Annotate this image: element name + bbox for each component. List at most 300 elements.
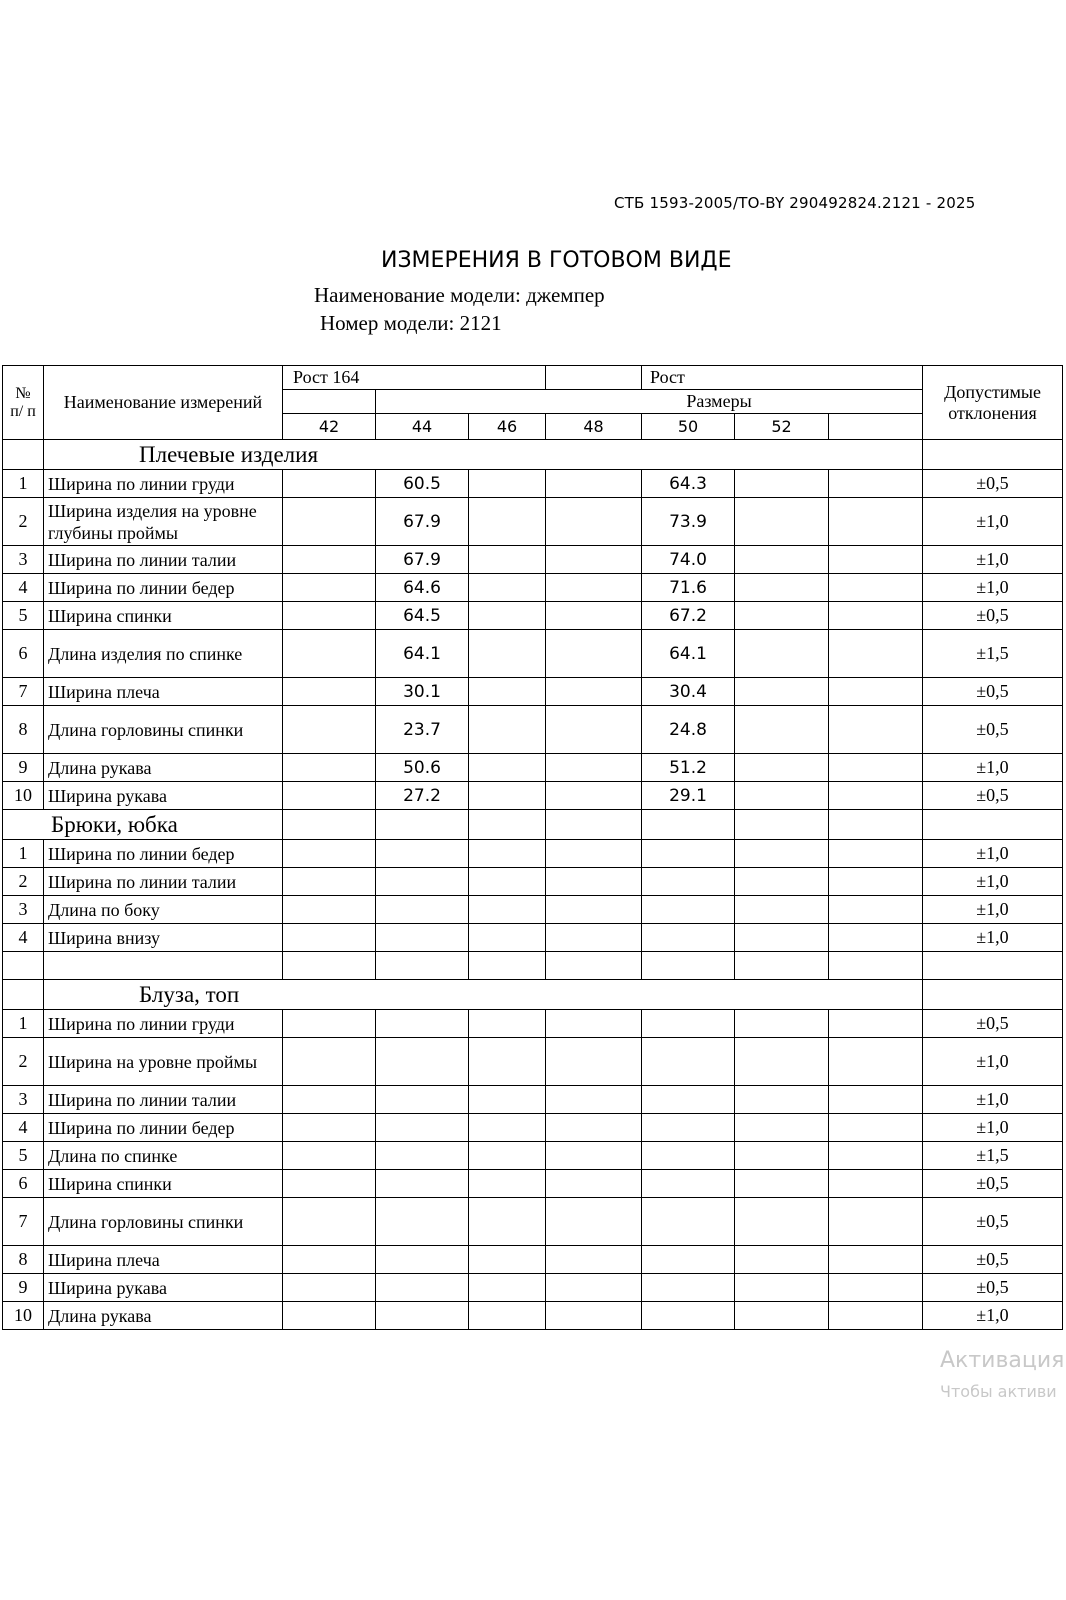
value-cell [546,1170,642,1198]
row-number: 2 [3,868,44,896]
table-row [3,868,1063,896]
value-cell [469,678,546,706]
value-cell [469,754,546,782]
measurement-name: Ширина плеча [44,1246,283,1274]
value-cell [283,706,376,754]
value-cell [469,868,546,896]
value-cell [283,1246,376,1274]
value-cell [376,868,469,896]
value-cell [829,498,923,546]
section-row [3,980,1063,1010]
value-cell [546,1114,642,1142]
value-cell [735,546,829,574]
value-cell [546,754,642,782]
value-cell [546,1302,642,1330]
tolerance-value: ±1,0 [923,868,1063,896]
value-cell [642,896,735,924]
value-cell [283,896,376,924]
tolerance-value: ±0,5 [923,470,1063,498]
empty-cell [829,810,923,840]
row-number: 2 [3,1038,44,1086]
measurement-name: Длина рукава [44,754,283,782]
value-cell [469,630,546,678]
value-cell [829,470,923,498]
value-cell [735,754,829,782]
value-cell [283,1142,376,1170]
value-cell [735,1198,829,1246]
empty-cell [546,952,642,980]
table-row [3,602,1063,630]
table-row [3,924,1063,952]
value-cell [283,630,376,678]
measurement-name: Длина по боку [44,896,283,924]
value-cell: 67.9 [376,498,469,546]
value-cell [469,602,546,630]
header-blank [283,390,376,414]
row-number: 10 [3,782,44,810]
row-number: 1 [3,840,44,868]
table-row [3,470,1063,498]
watermark-activation: Активация [940,1348,1065,1373]
value-cell [546,678,642,706]
section-row [3,810,1063,840]
value-cell [829,1198,923,1246]
tolerance-value: ±1,5 [923,630,1063,678]
tolerance-value: ±0,5 [923,1170,1063,1198]
value-cell [469,1198,546,1246]
value-cell: 64.6 [376,574,469,602]
row-number: 3 [3,896,44,924]
tolerance-value: ±0,5 [923,782,1063,810]
value-cell [642,840,735,868]
value-cell: 30.1 [376,678,469,706]
empty-cell [642,952,735,980]
value-cell [283,840,376,868]
value-cell [376,1010,469,1038]
value-cell [829,1274,923,1302]
header-sizes: Размеры [376,390,1063,414]
value-cell [469,1114,546,1142]
value-cell [546,1038,642,1086]
value-cell [642,1246,735,1274]
value-cell: 71.6 [642,574,735,602]
measurement-name: Ширина по линии талии [44,868,283,896]
table-row [3,546,1063,574]
empty-cell [376,952,469,980]
tolerance-value: ±1,0 [923,574,1063,602]
header-tolerance: Допустимые отклонения [923,366,1063,440]
empty-cell [923,980,1063,1010]
measurement-name: Ширина по линии бедер [44,840,283,868]
value-cell [546,546,642,574]
measurement-name: Ширина по линии талии [44,546,283,574]
value-cell [283,782,376,810]
value-cell: 50.6 [376,754,469,782]
value-cell: 64.3 [642,470,735,498]
measurement-name: Длина по спинке [44,1142,283,1170]
value-cell [642,1302,735,1330]
value-cell [546,574,642,602]
tolerance-value: ±1,0 [923,840,1063,868]
value-cell: 24.8 [642,706,735,754]
value-cell [829,630,923,678]
row-number: 1 [3,470,44,498]
value-cell [469,1302,546,1330]
tolerance-value: ±1,0 [923,896,1063,924]
value-cell [829,754,923,782]
value-cell [546,1246,642,1274]
empty-cell [283,952,376,980]
table-row [3,1274,1063,1302]
table-row [3,630,1063,678]
value-cell [283,1302,376,1330]
value-cell [735,498,829,546]
table-row [3,678,1063,706]
value-cell [469,1142,546,1170]
value-cell [283,1038,376,1086]
value-cell [283,602,376,630]
tolerance-value: ±1,5 [923,1142,1063,1170]
section-title: Плечевые изделия [44,440,923,470]
value-cell [546,868,642,896]
empty-cell [3,980,44,1010]
value-cell [642,1198,735,1246]
row-number: 8 [3,706,44,754]
empty-cell [829,952,923,980]
empty-cell [735,952,829,980]
value-cell [829,1010,923,1038]
measurement-name: Ширина изделия на уровне глубины проймы [44,498,283,546]
value-cell [735,1170,829,1198]
value-cell [283,678,376,706]
measurement-name: Длина рукава [44,1302,283,1330]
value-cell: 67.2 [642,602,735,630]
standard-code: СТБ 1593-2005/ТО-BY 290492824.2121 - 2025 [614,194,976,212]
row-number: 4 [3,924,44,952]
row-number: 5 [3,602,44,630]
value-cell [283,1170,376,1198]
tolerance-value: ±1,0 [923,1114,1063,1142]
value-cell: 23.7 [376,706,469,754]
value-cell [469,706,546,754]
row-number: 3 [3,1086,44,1114]
value-cell [829,1246,923,1274]
measurement-name: Ширина рукава [44,1274,283,1302]
value-cell [829,782,923,810]
model-number: Номер модели: 2121 [320,311,502,335]
value-cell [642,1086,735,1114]
value-cell: 27.2 [376,782,469,810]
section-row [3,440,1063,470]
value-cell [735,1246,829,1274]
table-row [3,1086,1063,1114]
value-cell [735,630,829,678]
value-cell [829,546,923,574]
value-cell [546,782,642,810]
value-cell [469,470,546,498]
empty-cell [44,952,283,980]
table-row [3,1038,1063,1086]
measurement-name: Ширина по линии бедер [44,574,283,602]
tolerance-value: ±1,0 [923,754,1063,782]
value-cell [829,1302,923,1330]
row-number: 9 [3,1274,44,1302]
value-cell: 64.1 [376,630,469,678]
value-cell [735,1010,829,1038]
size-46: 46 [469,414,546,440]
size-50: 50 [642,414,735,440]
value-cell [735,1086,829,1114]
document-title: ИЗМЕРЕНИЯ В ГОТОВОМ ВИДЕ [381,248,732,273]
value-cell [642,868,735,896]
empty-cell [923,440,1063,470]
table-row [3,1198,1063,1246]
empty-cell [923,952,1063,980]
header-number: № п/ п [3,366,44,440]
value-cell [642,1010,735,1038]
value-cell [735,868,829,896]
value-cell [546,1086,642,1114]
value-cell: 30.4 [642,678,735,706]
header-measurement-name: Наименование измерений [44,366,283,440]
value-cell: 29.1 [642,782,735,810]
table-row [3,498,1063,546]
value-cell [735,924,829,952]
measurement-name: Ширина спинки [44,602,283,630]
watermark-activation-hint: Чтобы активи [940,1382,1057,1401]
value-cell [642,1142,735,1170]
value-cell [283,1114,376,1142]
tolerance-value: ±1,0 [923,546,1063,574]
value-cell [735,706,829,754]
table-row [3,1302,1063,1330]
value-cell [735,840,829,868]
size-44: 44 [376,414,469,440]
value-cell [735,602,829,630]
table-row [3,1114,1063,1142]
value-cell [829,1086,923,1114]
value-cell [376,1198,469,1246]
measurement-name: Ширина спинки [44,1170,283,1198]
value-cell [376,1142,469,1170]
section-title: Брюки, юбка [3,810,283,840]
empty-cell [642,810,735,840]
size-52: 52 [735,414,829,440]
value-cell: 67.9 [376,546,469,574]
value-cell [735,470,829,498]
value-cell [546,706,642,754]
value-cell: 73.9 [642,498,735,546]
row-number: 5 [3,1142,44,1170]
tolerance-value: ±1,0 [923,1038,1063,1086]
value-cell [469,1170,546,1198]
value-cell [735,782,829,810]
value-cell [546,1274,642,1302]
value-cell [376,1038,469,1086]
table-row [3,754,1063,782]
size-blank [829,414,923,440]
table-row [3,840,1063,868]
tolerance-value: ±0,5 [923,706,1063,754]
row-number: 10 [3,1302,44,1330]
value-cell [735,1142,829,1170]
value-cell [546,924,642,952]
tolerance-value: ±1,0 [923,924,1063,952]
value-cell [829,1114,923,1142]
value-cell: 64.1 [642,630,735,678]
table-row [3,1142,1063,1170]
section-title: Блуза, топ [44,980,923,1010]
empty-cell [283,810,376,840]
value-cell [376,840,469,868]
tolerance-value: ±0,5 [923,1246,1063,1274]
value-cell [829,1142,923,1170]
value-cell: 74.0 [642,546,735,574]
value-cell [469,574,546,602]
value-cell [829,602,923,630]
tolerance-value: ±0,5 [923,1198,1063,1246]
value-cell [283,924,376,952]
row-number: 4 [3,574,44,602]
value-cell [829,896,923,924]
row-number: 4 [3,1114,44,1142]
value-cell [735,1114,829,1142]
measurement-name: Ширина по линии бедер [44,1114,283,1142]
value-cell: 51.2 [642,754,735,782]
value-cell [546,1010,642,1038]
measurement-name: Ширина по линии груди [44,470,283,498]
value-cell: 60.5 [376,470,469,498]
value-cell [546,630,642,678]
value-cell [469,1010,546,1038]
empty-cell [3,952,44,980]
value-cell [283,574,376,602]
empty-cell [546,810,642,840]
value-cell [546,1142,642,1170]
value-cell [735,574,829,602]
value-cell [829,924,923,952]
value-cell [469,840,546,868]
empty-cell [735,810,829,840]
measurement-name: Ширина внизу [44,924,283,952]
value-cell [546,470,642,498]
table-row [3,1170,1063,1198]
value-cell [376,924,469,952]
value-cell [376,1114,469,1142]
measurement-name: Длина горловины спинки [44,706,283,754]
measurement-name: Длина горловины спинки [44,1198,283,1246]
value-cell [546,498,642,546]
measurement-name: Ширина рукава [44,782,283,810]
value-cell [283,546,376,574]
model-name: Наименование модели: джемпер [314,283,605,307]
value-cell [735,1038,829,1086]
value-cell [735,678,829,706]
value-cell [829,840,923,868]
value-cell [642,1038,735,1086]
value-cell: 64.5 [376,602,469,630]
row-number: 6 [3,1170,44,1198]
value-cell [376,1302,469,1330]
value-cell [829,1038,923,1086]
measurement-name: Ширина на уровне проймы [44,1038,283,1086]
value-cell [469,924,546,952]
value-cell [642,1274,735,1302]
value-cell [283,1086,376,1114]
value-cell [735,896,829,924]
value-cell [376,1246,469,1274]
tolerance-value: ±0,5 [923,1274,1063,1302]
row-number: 6 [3,630,44,678]
measurements-table [2,365,1063,1330]
empty-cell [923,810,1063,840]
value-cell [735,1274,829,1302]
value-cell [283,1274,376,1302]
value-cell [469,782,546,810]
value-cell [469,1086,546,1114]
header-height: Рост [642,366,923,390]
value-cell [546,602,642,630]
header-height-164: Рост 164 [283,366,546,390]
header-blank [546,366,642,390]
row-number: 3 [3,546,44,574]
tolerance-value: ±1,0 [923,1086,1063,1114]
table-row [3,1246,1063,1274]
value-cell [829,678,923,706]
value-cell [735,1302,829,1330]
value-cell [546,1198,642,1246]
value-cell [283,470,376,498]
row-number: 2 [3,498,44,546]
value-cell [829,574,923,602]
size-42: 42 [283,414,376,440]
tolerance-value: ±0,5 [923,602,1063,630]
row-number: 7 [3,1198,44,1246]
empty-cell [469,952,546,980]
value-cell [829,1170,923,1198]
measurement-name: Ширина по линии груди [44,1010,283,1038]
value-cell [469,1274,546,1302]
table-row [3,574,1063,602]
value-cell [283,868,376,896]
measurement-name: Длина изделия по спинке [44,630,283,678]
spacer-row [3,952,1063,980]
tolerance-value: ±0,5 [923,678,1063,706]
value-cell [283,1198,376,1246]
value-cell [469,498,546,546]
empty-cell [469,810,546,840]
measurement-name: Ширина плеча [44,678,283,706]
value-cell [376,1274,469,1302]
value-cell [642,1114,735,1142]
row-number: 1 [3,1010,44,1038]
value-cell [469,1038,546,1086]
row-number: 9 [3,754,44,782]
value-cell [546,896,642,924]
value-cell [642,924,735,952]
value-cell [829,868,923,896]
table-row [3,782,1063,810]
table-row [3,706,1063,754]
measurement-name: Ширина по линии талии [44,1086,283,1114]
value-cell [376,896,469,924]
tolerance-value: ±1,0 [923,498,1063,546]
row-number: 7 [3,678,44,706]
value-cell [376,1170,469,1198]
row-number: 8 [3,1246,44,1274]
size-48: 48 [546,414,642,440]
tolerance-value: ±1,0 [923,1302,1063,1330]
